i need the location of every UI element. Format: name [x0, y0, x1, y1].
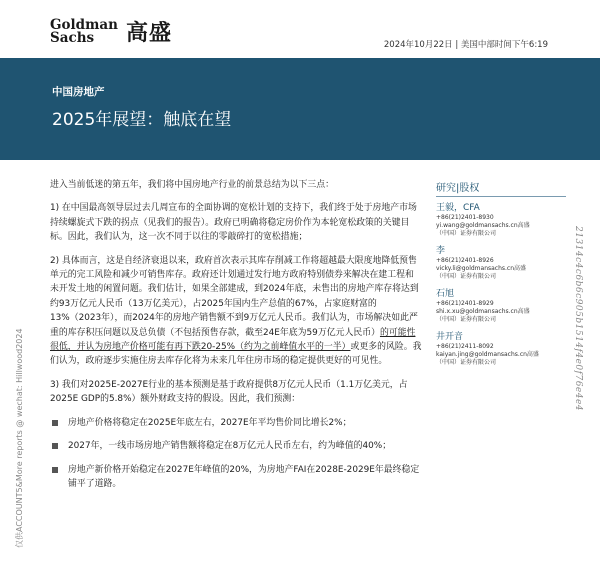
- point-1-paragraph: 1) 在中国最高领导层过去几周宣布的全面协调的宽松计划的支持下，我们终于处于房地产市场持续螺旋式下跌的拐点（见我们的报告）。政府已明确将稳定房价作为本轮宽松政策的关键目标。因此，我们认为，这一次不同于以往的零敲碎打的宽松措施；: [50, 203, 417, 243]
- left-watermark: 仅供ACCOUNT5&More reports @ wechat: Hillwood2024: [15, 328, 24, 548]
- analyst-phone: +86(21)2411-8092: [436, 343, 494, 350]
- analyst-firm: （中国）证券有限公司: [436, 359, 497, 366]
- analyst-name: 石旭: [436, 289, 455, 299]
- sector-kicker: 中国房地产: [52, 86, 105, 98]
- publish-datetime: 2024年10月22日 | 美国中部时间下午6:19: [383, 40, 548, 50]
- logo-cn: 高盛: [125, 20, 172, 46]
- analyst-email[interactable]: vicky.li@goldmansachs.cn高盛: [436, 265, 527, 272]
- analyst-card: [436, 332, 566, 367]
- analyst-phone: +86(21)2401-8930: [436, 214, 494, 221]
- point-2-text-b: 或更多的风险。我们认为，政府逐步实施住房去库存化将为未来几年住房市场的稳定提供更好的可见性。: [50, 342, 422, 367]
- logo-line2: Sachs: [50, 29, 95, 46]
- right-watermark: 21314c4c6b6c905b1514f4e0f76e4e4: [573, 226, 583, 412]
- analyst-firm: （中国）证券有限公司: [436, 273, 497, 280]
- point-3-paragraph: 3) 我们对2025E-2027E行业的基本预测是基于政府提供8万亿元人民币（1.1万亿美元，占2025E GDP的5.8%）额外财政支持的假设。因此，我们预测：: [50, 379, 408, 405]
- analyst-phone: +86(21)2401-8929: [436, 300, 494, 307]
- list-item: 房地产新价格开始稳定在2027E年峰值的20%，为房地产FAI在2028E-2029E年最终稳定铺平了道路。: [50, 463, 422, 492]
- analyst-card: [436, 203, 566, 238]
- logo-line1: Goldman: [50, 16, 118, 33]
- report-body: [50, 178, 422, 500]
- analyst-card: [436, 289, 566, 324]
- intro-paragraph: 进入当前低迷的第五年，我们将中国房地产行业的前景总结为以下三点：: [50, 180, 334, 190]
- analyst-sidebar: [436, 179, 566, 375]
- list-item: 房地产价格将稳定在2025E年底左右，2027E年平均售价同比增长2%；: [50, 416, 422, 430]
- point-2-paragraph: [50, 254, 422, 369]
- analyst-email[interactable]: kaiyan.jing@goldmansachs.cn高盛: [436, 351, 539, 358]
- analyst-firm: （中国）证券有限公司: [436, 230, 497, 237]
- point-2-underlined: 的可能性很低，并认为房地产价格可能有再下跌20-25%（约为之前峰值水平的一半）: [50, 327, 416, 353]
- page-header: [0, 0, 600, 58]
- sidebar-title: 研究|股权: [436, 179, 566, 197]
- title-banner: [0, 58, 600, 160]
- analyst-card: [436, 246, 566, 281]
- bullet-square-icon: [52, 443, 58, 449]
- forecast-list: [50, 416, 422, 492]
- analyst-phone: +86(21)2401-8926: [436, 257, 494, 264]
- goldman-sachs-logo: [50, 16, 172, 47]
- bullet-square-icon: [52, 420, 58, 426]
- analyst-firm: （中国）证券有限公司: [436, 316, 497, 323]
- analyst-name: 王毅，CFA: [436, 203, 480, 213]
- bullet-square-icon: [52, 467, 58, 473]
- list-item: 2027年，一线市场房地产销售额将稳定在8万亿元人民币左右，约为峰值的40%；: [50, 439, 422, 453]
- analyst-email[interactable]: yi.wang@goldmansachs.cn高盛: [436, 222, 530, 229]
- analyst-email[interactable]: shi.x.xu@goldmansachs.cn高盛: [436, 308, 530, 315]
- point-2-text-a: 2) 具体而言，这是自经济衰退以来，政府首次表示其库存削减工作将超越最大限度地降低预售单元的完工风险和减少可销售库存。政府还计划通过发行地方政府特别债券来解决在建工程和未开发土地的闲置问题。我们估计，如果全部建成，到2024年底，未售出的房地产库存将达到约93万亿元人民币（13万亿美元），占2025年国内生产总值的67%，占家庭财富的13%（2023年），而2024年的房地产销售额不到9万亿元人民币。我们认为，市场解决如此严重的库存积压问题以及总负债（不包括预售存款，截至24E年底为59万亿元人民币）: [50, 255, 419, 338]
- analyst-name: 井开音: [436, 332, 464, 342]
- analyst-name: 李: [436, 246, 446, 256]
- report-title: 2025年展望：触底在望: [52, 110, 232, 130]
